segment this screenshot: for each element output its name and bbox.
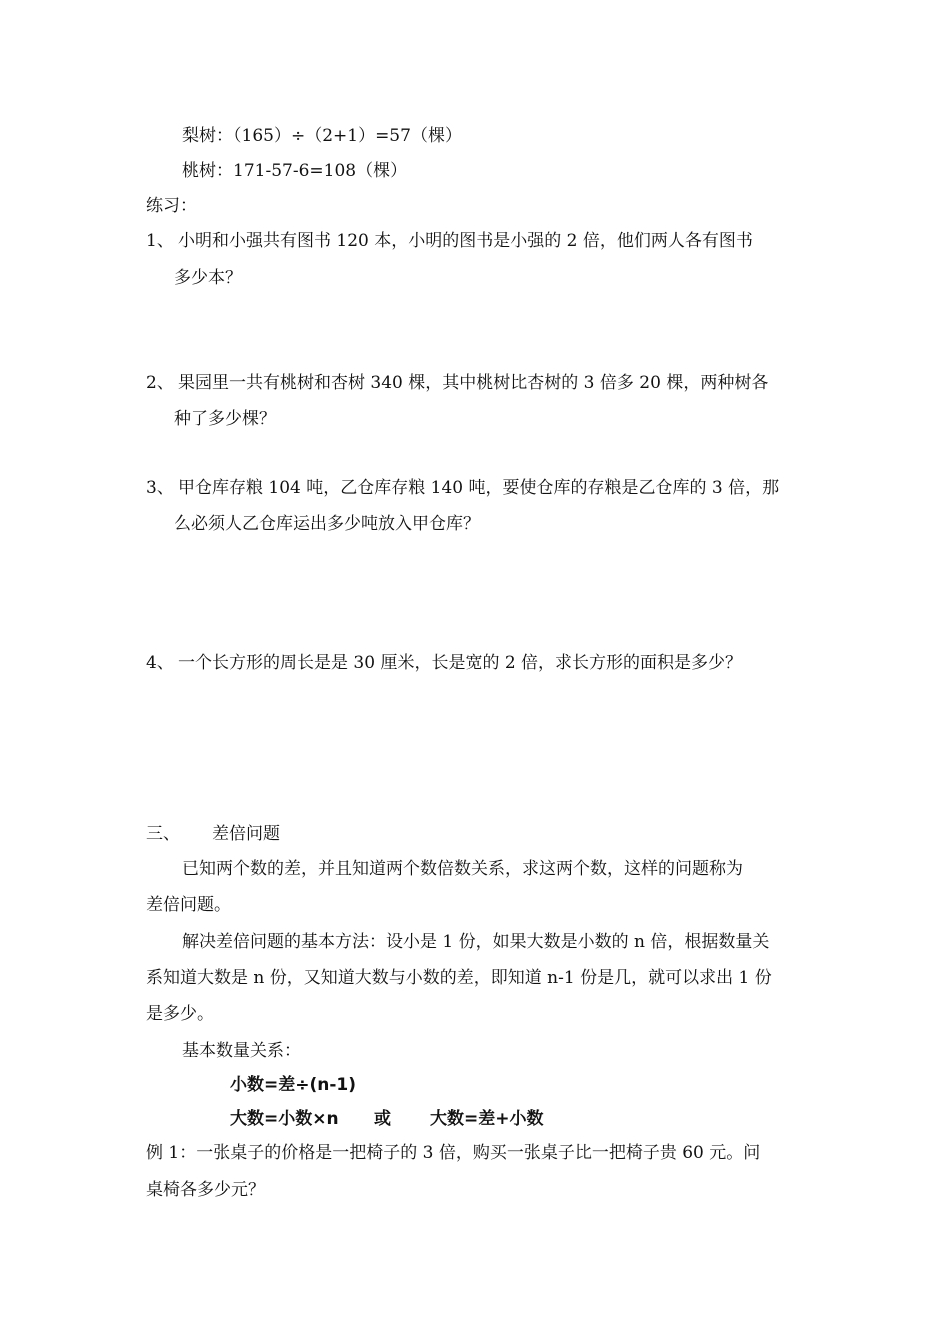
- formula-large-number-a: 大数=小数×n: [230, 1109, 339, 1129]
- practice-item-number: 3、: [146, 478, 174, 498]
- practice-heading: 练习：: [146, 196, 197, 216]
- practice-item-text-cont: 么必须人乙仓库运出多少吨放入甲仓库？: [174, 514, 480, 534]
- practice-item-text-cont: 种了多少棵？: [174, 409, 276, 429]
- practice-item-number: 1、: [146, 231, 174, 251]
- section-title: 差倍问题: [212, 824, 280, 844]
- practice-item-text: 果园里一共有桃树和杏树 340 棵，其中桃树比杏树的 3 倍多 20 棵，两种树各: [178, 373, 769, 393]
- practice-item-text-cont: 多少本？: [174, 268, 242, 288]
- formula-small-number: 小数=差÷(n-1): [230, 1075, 357, 1095]
- solution-peach: 桃树：171-57-6=108（棵）: [182, 161, 408, 181]
- practice-item-text: 小明和小强共有图书 120 本，小明的图书是小强的 2 倍，他们两人各有图书: [178, 231, 753, 251]
- formula-or: 或: [374, 1109, 391, 1129]
- method-text-cont: 系知道大数是 n 份，又知道大数与小数的差，即知道 n-1 份是几，就可以求出 1 份: [146, 968, 772, 988]
- formula-large-number-b: 大数=差+小数: [430, 1109, 544, 1129]
- practice-item-number: 4、: [146, 653, 174, 673]
- definition-text: 已知两个数的差，并且知道两个数倍数关系，求这两个数，这样的问题称为: [182, 859, 743, 879]
- section-number: 三、: [146, 824, 180, 844]
- method-text-cont: 是多少。: [146, 1004, 214, 1024]
- practice-item-text: 一个长方形的周长是是 30 厘米，长是宽的 2 倍，求长方形的面积是多少？: [178, 653, 743, 673]
- method-text: 解决差倍问题的基本方法：设小是 1 份，如果大数是小数的 n 倍，根据数量关: [182, 932, 770, 952]
- example-text-cont: 桌椅各多少元？: [146, 1180, 265, 1200]
- basic-relation-label: 基本数量关系：: [182, 1041, 301, 1061]
- example-text: 例 1：一张桌子的价格是一把椅子的 3 倍，购买一张桌子比一把椅子贵 60 元。问: [146, 1143, 761, 1163]
- practice-item-text: 甲仓库存粮 104 吨，乙仓库存粮 140 吨，要使仓库的存粮是乙仓库的 3 倍，那: [178, 478, 780, 498]
- practice-item-number: 2、: [146, 373, 174, 393]
- solution-pear: 梨树：（165）÷（2+1）=57（棵）: [182, 126, 462, 146]
- definition-text-cont: 差倍问题。: [146, 895, 231, 915]
